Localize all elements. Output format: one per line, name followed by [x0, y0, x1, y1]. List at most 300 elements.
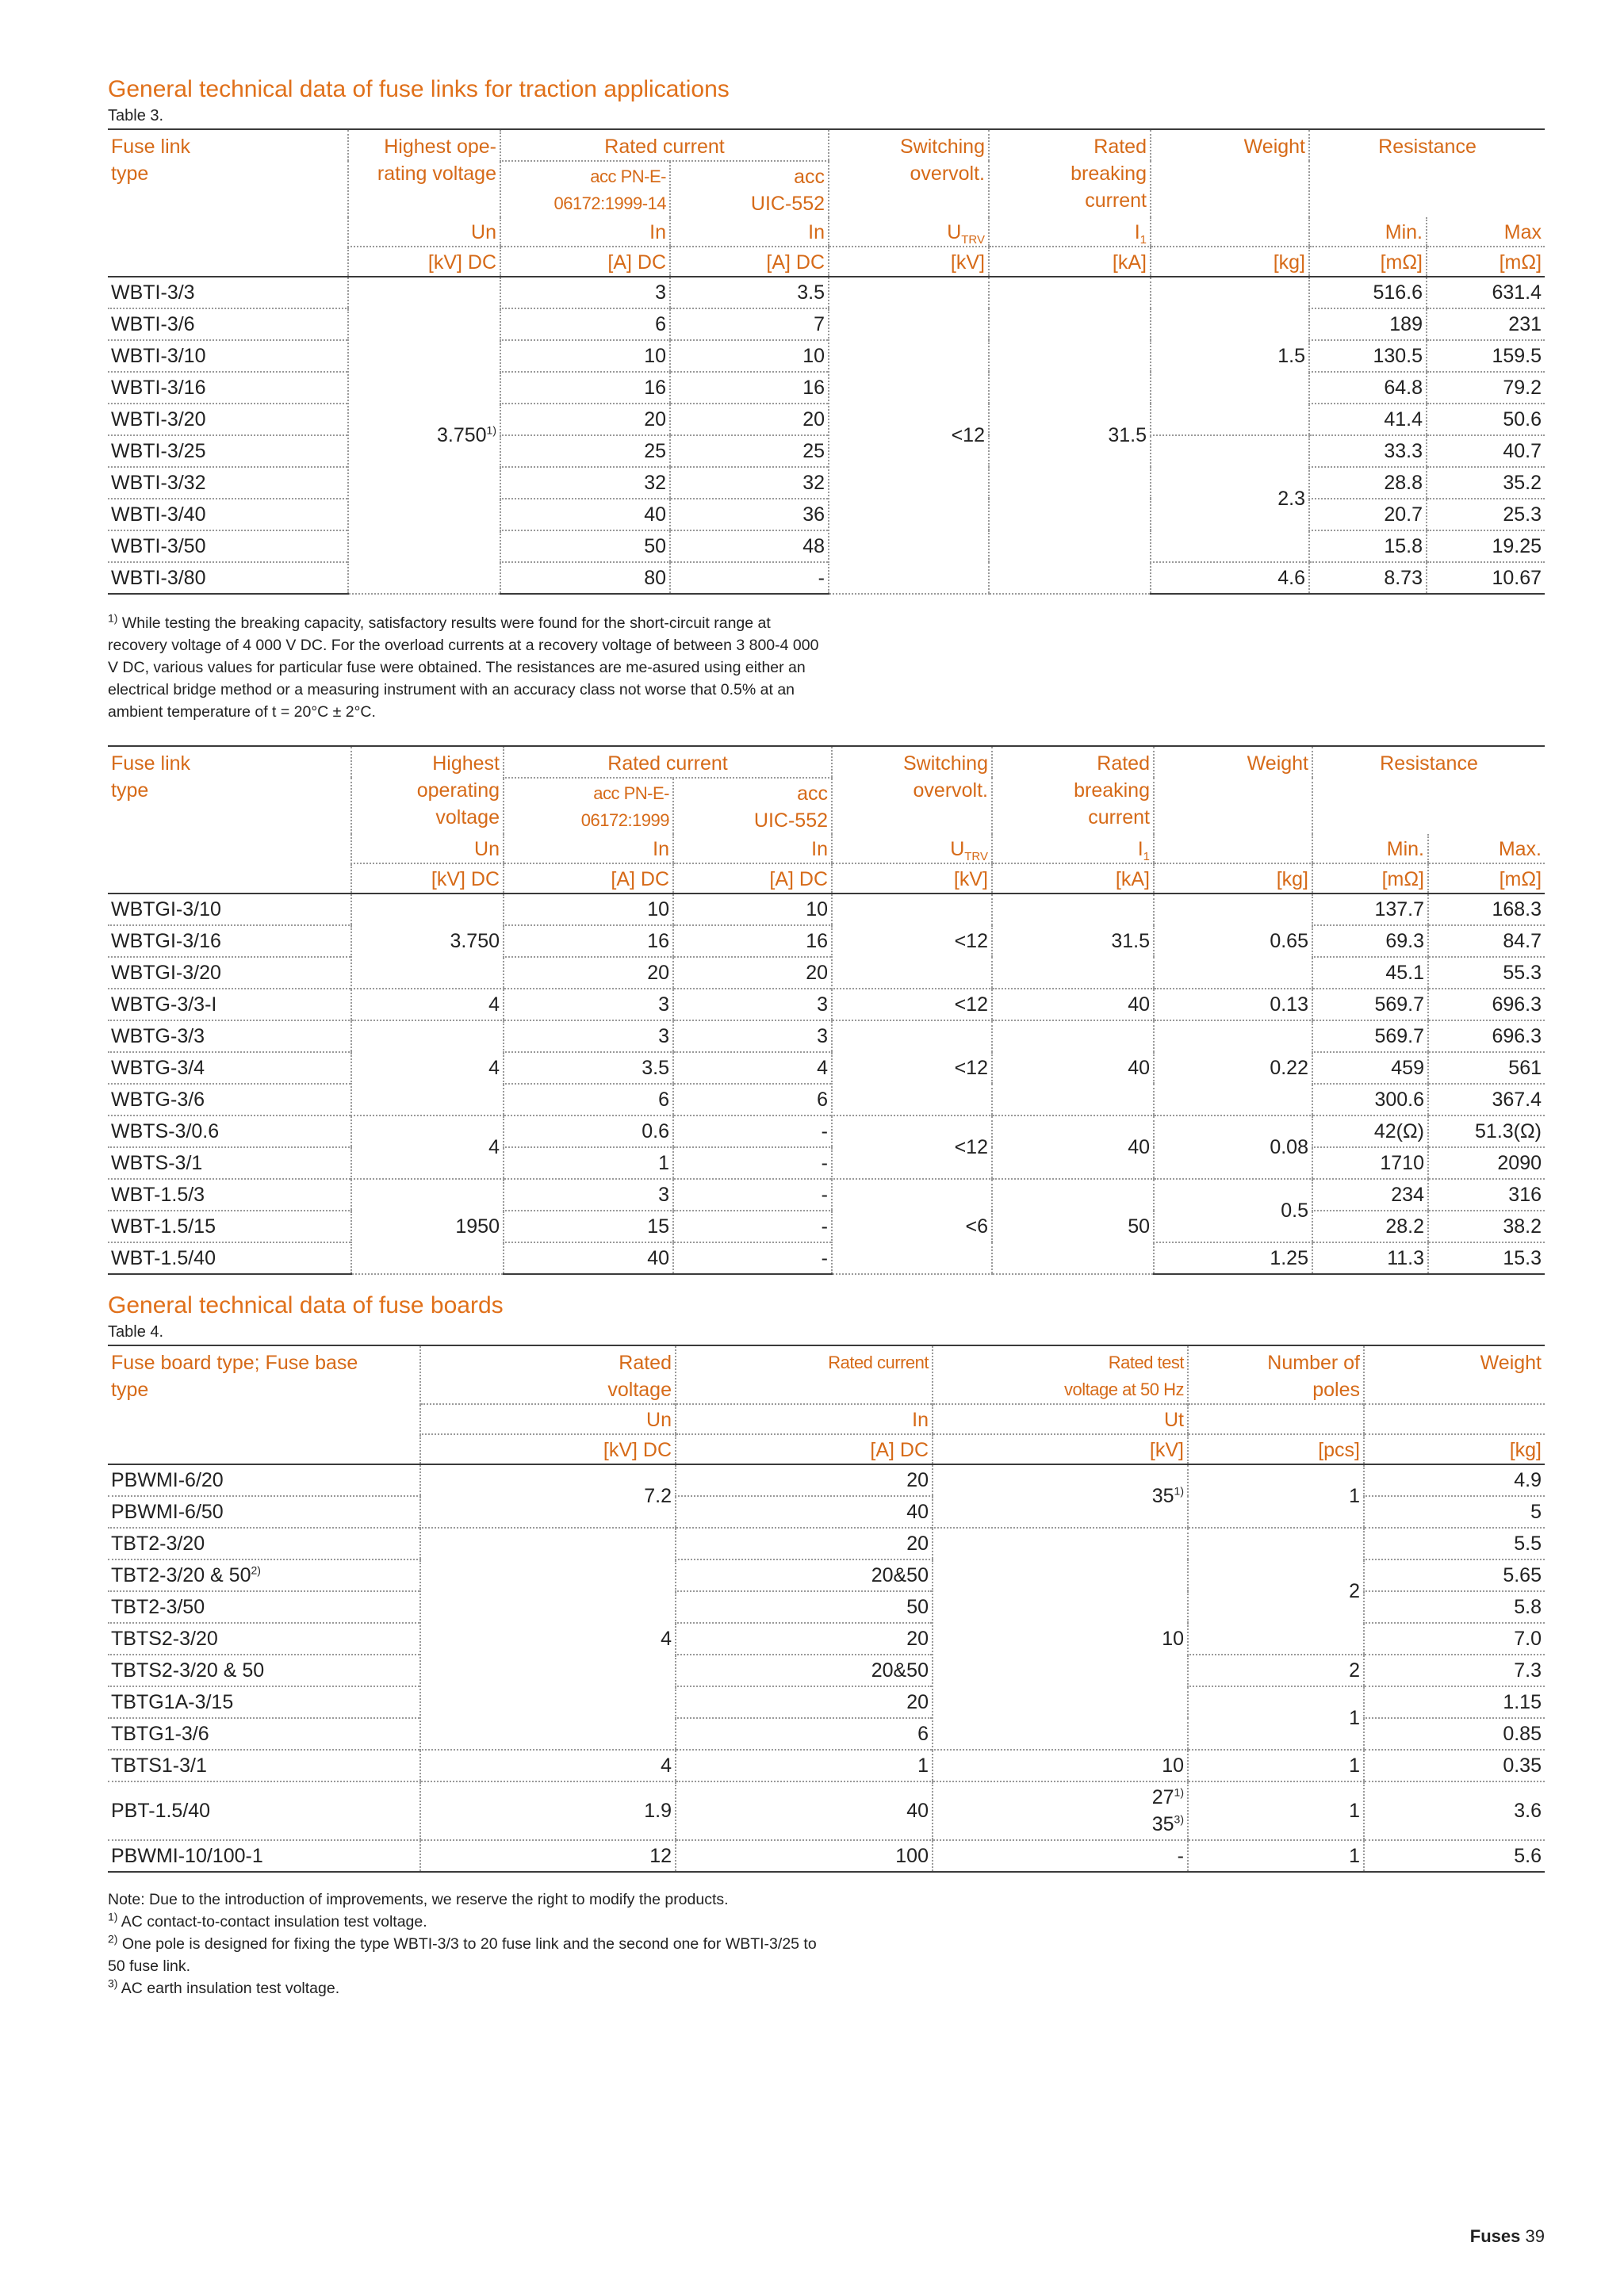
table-cell: 16 — [500, 372, 670, 404]
table-cell: 130.5 — [1309, 340, 1427, 372]
section-title-fuse-links: General technical data of fuse links for traction applications — [108, 76, 730, 102]
fuse-boards-table — [108, 1345, 1545, 1873]
table-cell: 569.7 — [1312, 1020, 1428, 1052]
table-cell: 7.3 — [1364, 1655, 1545, 1686]
table-row — [108, 1052, 1545, 1084]
table-cell: 51.3(Ω) — [1428, 1115, 1545, 1147]
table-cell: 28.8 — [1309, 467, 1427, 499]
symbol-empty — [1151, 217, 1309, 247]
weight-group: 4.6 — [1151, 562, 1309, 594]
unit-a: [A] DC — [670, 247, 829, 277]
header-cell — [1364, 1404, 1545, 1434]
symbol-in: In — [504, 834, 673, 863]
table-cell: 1 — [1188, 1464, 1364, 1528]
notes — [108, 1888, 822, 1999]
table-cell: 10 — [933, 1528, 1188, 1750]
table-cell: 0.65 — [1154, 894, 1312, 989]
table-cell: 31.5 — [992, 894, 1154, 989]
table-cell: 10 — [504, 894, 673, 925]
table-cell: 1710 — [1312, 1147, 1428, 1179]
table-cell: 300.6 — [1312, 1084, 1428, 1115]
page-number: 39 — [1525, 2226, 1545, 2246]
table-cell: - — [673, 1179, 832, 1211]
table-cell: WBT-1.5/15 — [108, 1211, 351, 1242]
table-cell: 137.7 — [1312, 894, 1428, 925]
table-cell: 569.7 — [1312, 989, 1428, 1020]
table-cell: 1 — [504, 1147, 673, 1179]
table-cell: - — [673, 1147, 832, 1179]
table-cell: 25.3 — [1427, 499, 1545, 530]
header-cell — [108, 1434, 420, 1464]
header-rated-current: Rated current — [500, 129, 829, 161]
table-cell: 3.750 — [351, 894, 504, 989]
table-cell: WBTI-3/16 — [108, 372, 348, 404]
table-cell: 6 — [504, 1084, 673, 1115]
table-cell: 459 — [1312, 1052, 1428, 1084]
table-cell: 5.8 — [1364, 1591, 1545, 1623]
table-cell: 80 — [500, 562, 670, 594]
footer-label: Fuses — [1469, 2226, 1521, 2246]
table-caption: Table 3. — [108, 107, 164, 124]
table-cell: WBTI-3/20 — [108, 404, 348, 435]
unit-pcs: [pcs] — [1188, 1434, 1364, 1464]
symbol-un: Un — [420, 1404, 676, 1434]
table-cell: TBTG1A-3/15 — [108, 1686, 420, 1718]
table-cell: 20 — [676, 1464, 933, 1496]
unit-kv: [kV] DC — [351, 863, 504, 894]
header-cell — [108, 1404, 420, 1434]
table-cell: 35$^{1)}$ — [933, 1464, 1188, 1528]
table-cell: 0.13 — [1154, 989, 1312, 1020]
table-cell: 0.08 — [1154, 1115, 1312, 1179]
header-rated-current: Rated current — [504, 746, 832, 778]
table-row — [108, 1115, 1545, 1147]
table-row — [108, 1750, 1545, 1781]
table-cell: 32 — [670, 467, 829, 499]
table-cell: 1.25 — [1154, 1242, 1312, 1274]
table-cell: 10 — [500, 340, 670, 372]
header-type: Fuse link type — [108, 129, 348, 217]
table-cell: 7 — [670, 308, 829, 340]
unit-kv: [kV] — [829, 247, 989, 277]
weight-group: 2.3 — [1151, 435, 1309, 562]
table-cell: 4 — [351, 1020, 504, 1115]
table-cell: 0.35 — [1364, 1750, 1545, 1781]
table-row — [108, 1781, 1545, 1840]
table-cell: 3.6 — [1364, 1781, 1545, 1840]
header-switching: Switching overvolt. — [829, 129, 989, 217]
table-cell: 4 — [420, 1750, 676, 1781]
symbol-in: In — [673, 834, 832, 863]
table-cell: WBT-1.5/40 — [108, 1242, 351, 1274]
table-cell: WBTG-3/4 — [108, 1052, 351, 1084]
table-cell: 40 — [992, 989, 1154, 1020]
table-row — [108, 1147, 1545, 1179]
table-cell: TBT2-3/20 & 50$^{2)}$ — [108, 1559, 420, 1591]
unit-kg: [kg] — [1364, 1434, 1545, 1464]
table-cell: 16 — [673, 925, 832, 957]
table-cell: WBTI-3/80 — [108, 562, 348, 594]
table-cell: WBTI-3/10 — [108, 340, 348, 372]
footnote-3: $^{3)}$ AC earth insulation test voltage. — [108, 1976, 340, 1997]
table-cell: TBTG1-3/6 — [108, 1718, 420, 1750]
unit-a: [A] DC — [504, 863, 673, 894]
table-cell: 100 — [676, 1840, 933, 1872]
table-cell: 45.1 — [1312, 957, 1428, 989]
table-cell: PBWMI-6/20 — [108, 1464, 420, 1496]
table-cell: 7.2 — [420, 1464, 676, 1528]
table-cell: TBT2-3/50 — [108, 1591, 420, 1623]
symbol-in: In — [670, 217, 829, 247]
table-cell: 3.5 — [670, 277, 829, 308]
header-breaking: Rated breaking current — [992, 746, 1154, 834]
symbol-min: Min. — [1312, 834, 1428, 863]
header-cell — [108, 217, 348, 247]
unit-a: [A] DC — [500, 247, 670, 277]
table-cell: - — [673, 1115, 832, 1147]
table-row — [108, 467, 1545, 499]
table-row — [108, 499, 1545, 530]
symbol-i1: $I_1$ — [989, 217, 1151, 247]
table-cell: WBTI-3/32 — [108, 467, 348, 499]
table-cell: 168.3 — [1428, 894, 1545, 925]
note-text: Note: Due to the introduction of improvements, we reserve the right to modify the products. — [108, 1891, 729, 1908]
table-row — [108, 1084, 1545, 1115]
table-caption: Table 4. — [108, 1323, 164, 1341]
fuse-links-table — [108, 128, 1545, 595]
table-cell: 234 — [1312, 1179, 1428, 1211]
table-cell: 79.2 — [1427, 372, 1545, 404]
table-cell: WBTI-3/50 — [108, 530, 348, 562]
table-cell: WBT-1.5/3 — [108, 1179, 351, 1211]
table-cell: 40 — [992, 1020, 1154, 1115]
table-cell: 3 — [673, 1020, 832, 1052]
table-cell: 20 — [670, 404, 829, 435]
table-cell: 20 — [504, 957, 673, 989]
unit-ka: [kA] — [992, 863, 1154, 894]
table-cell: 631.4 — [1427, 277, 1545, 308]
table-cell: 11.3 — [1312, 1242, 1428, 1274]
table-cell: 2 — [1188, 1528, 1364, 1655]
header-acc-pn: acc PN-E- 06172:1999 — [504, 778, 673, 834]
table-cell: 231 — [1427, 308, 1545, 340]
page — [108, 73, 1545, 1999]
header-weight: Weight — [1151, 129, 1309, 217]
header-voltage: Highest operating voltage — [351, 746, 504, 834]
unit-a: [A] DC — [676, 1434, 933, 1464]
table-row — [108, 530, 1545, 562]
unit-kv: [kV] — [933, 1434, 1188, 1464]
table-cell: 20 — [673, 957, 832, 989]
unit-kg: [kg] — [1154, 863, 1312, 894]
table-cell: WBTG-3/3-I — [108, 989, 351, 1020]
header-voltage: Rated voltage — [420, 1345, 676, 1404]
table-cell: WBTGI-3/16 — [108, 925, 351, 957]
table-cell: 6 — [500, 308, 670, 340]
table-row — [108, 989, 1545, 1020]
table-cell: 35.2 — [1427, 467, 1545, 499]
table-cell: 2090 — [1428, 1147, 1545, 1179]
table-cell: 10 — [670, 340, 829, 372]
symbol-i1: $I_1$ — [992, 834, 1154, 863]
table-cell: 1 — [1188, 1840, 1364, 1872]
table-cell: 1.15 — [1364, 1686, 1545, 1718]
table-row — [108, 1020, 1545, 1052]
table-cell: - — [673, 1242, 832, 1274]
table-cell: 4 — [673, 1052, 832, 1084]
table-cell: 40.7 — [1427, 435, 1545, 467]
symbol-min: Min. — [1309, 217, 1427, 247]
header-cell — [108, 834, 351, 863]
fuse-links-table-2 — [108, 745, 1545, 1275]
header-cell — [108, 863, 351, 894]
header-test-voltage: Rated test voltage at 50 Hz — [933, 1345, 1188, 1404]
unit-mohm: [mΩ] — [1427, 247, 1545, 277]
header-weight: Weight — [1364, 1345, 1545, 1404]
table-cell: 40 — [676, 1496, 933, 1528]
table-cell: 159.5 — [1427, 340, 1545, 372]
table-cell: 55.3 — [1428, 957, 1545, 989]
table-row — [108, 404, 1545, 435]
table-cell: 5 — [1364, 1496, 1545, 1528]
table-cell: 20 — [676, 1686, 933, 1718]
symbol-utrv: $U_{TRV}$ — [832, 834, 992, 863]
table-cell: 20 — [676, 1528, 933, 1559]
header-resistance: Resistance — [1309, 129, 1545, 217]
table-cell: 16 — [670, 372, 829, 404]
unit-mohm: [mΩ] — [1312, 863, 1428, 894]
table-cell: 50 — [992, 1179, 1154, 1274]
table-cell: 50 — [676, 1591, 933, 1623]
table-cell: 516.6 — [1309, 277, 1427, 308]
header-resistance: Resistance — [1312, 746, 1545, 834]
table-cell: WBTG-3/6 — [108, 1084, 351, 1115]
symbol-un: Un — [348, 217, 500, 247]
table-cell: 15.3 — [1428, 1242, 1545, 1274]
unit-kg: [kg] — [1151, 247, 1309, 277]
symbol-ut: Ut — [933, 1404, 1188, 1434]
table-cell: 25 — [670, 435, 829, 467]
table-cell: 7.0 — [1364, 1623, 1545, 1655]
table-row — [108, 1655, 1545, 1686]
table-cell: 69.3 — [1312, 925, 1428, 957]
table-cell: 38.2 — [1428, 1211, 1545, 1242]
table-cell: 48 — [670, 530, 829, 562]
table-cell: <12 — [832, 1115, 992, 1179]
table-cell: 316 — [1428, 1179, 1545, 1211]
table-cell: 20&50 — [676, 1655, 933, 1686]
table-cell: 15.8 — [1309, 530, 1427, 562]
table-cell: 0.6 — [504, 1115, 673, 1147]
unit-a: [A] DC — [673, 863, 832, 894]
table-cell: 5.6 — [1364, 1840, 1545, 1872]
table-cell: 50 — [500, 530, 670, 562]
merged-voltage: 3.750$^{1)}$ — [348, 277, 500, 594]
table-cell: 4 — [351, 1115, 504, 1179]
table-cell: 3 — [673, 989, 832, 1020]
header-type: Fuse link type — [108, 746, 351, 834]
table-cell: TBTS1-3/1 — [108, 1750, 420, 1781]
unit-kv: [kV] DC — [420, 1434, 676, 1464]
table-cell: 4 — [420, 1528, 676, 1750]
table-cell: 33.3 — [1309, 435, 1427, 467]
table-cell: 15 — [504, 1211, 673, 1242]
merged-switching: <12 — [829, 277, 989, 594]
table-cell: 561 — [1428, 1052, 1545, 1084]
header-acc-uic: acc UIC-552 — [670, 161, 829, 217]
table-cell: 19.25 — [1427, 530, 1545, 562]
unit-ka: [kA] — [989, 247, 1151, 277]
weight-group: 1.5 — [1151, 277, 1309, 435]
table-row — [108, 925, 1545, 957]
table-row — [108, 340, 1545, 372]
table-cell: 40 — [500, 499, 670, 530]
page-footer — [1470, 2226, 1545, 2247]
table-cell: WBTS-3/1 — [108, 1147, 351, 1179]
table-cell: 3.5 — [504, 1052, 673, 1084]
header-breaking: Rated breaking current — [989, 129, 1151, 217]
footnote-1: $^{1)}$ AC contact-to-contact insulation test voltage. — [108, 1910, 427, 1931]
table-cell: 4 — [351, 989, 504, 1020]
table-cell: 40 — [676, 1781, 933, 1840]
table-cell: 1 — [1188, 1750, 1364, 1781]
unit-mohm: [mΩ] — [1428, 863, 1545, 894]
symbol-utrv: $U_{TRV}$ — [829, 217, 989, 247]
table-cell: WBTGI-3/20 — [108, 957, 351, 989]
table-cell: 41.4 — [1309, 404, 1427, 435]
table-cell: 16 — [504, 925, 673, 957]
table-cell: 36 — [670, 499, 829, 530]
table-row — [108, 1211, 1545, 1242]
table-cell: WBTI-3/6 — [108, 308, 348, 340]
table-cell: 10 — [673, 894, 832, 925]
table-cell: 5.5 — [1364, 1528, 1545, 1559]
table-cell: 3 — [504, 1179, 673, 1211]
table-cell: 12 — [420, 1840, 676, 1872]
table-row — [108, 957, 1545, 989]
symbol-max: Max — [1427, 217, 1545, 247]
header-cell — [1188, 1404, 1364, 1434]
symbol-un: Un — [351, 834, 504, 863]
table-cell: - — [670, 562, 829, 594]
table-cell: PBWMI-10/100-1 — [108, 1840, 420, 1872]
table-cell: <12 — [832, 1020, 992, 1115]
table-cell: 6 — [673, 1084, 832, 1115]
table-cell: 1 — [1188, 1686, 1364, 1750]
table-cell: 0.5 — [1154, 1179, 1312, 1242]
table-cell: 20 — [500, 404, 670, 435]
header-acc-pn: acc PN-E- 06172:1999-14 — [500, 161, 670, 217]
header-poles: Number of poles — [1188, 1345, 1364, 1404]
table-cell: WBTI-3/40 — [108, 499, 348, 530]
table-row — [108, 1686, 1545, 1718]
table-cell: WBTI-3/3 — [108, 277, 348, 308]
table-cell: 32 — [500, 467, 670, 499]
table-row — [108, 1528, 1545, 1559]
table-cell: 20.7 — [1309, 499, 1427, 530]
header-weight: Weight — [1154, 746, 1312, 834]
table-cell: 1.9 — [420, 1781, 676, 1840]
table-cell: 50.6 — [1427, 404, 1545, 435]
table-cell: 696.3 — [1428, 1020, 1545, 1052]
table-cell: 0.85 — [1364, 1718, 1545, 1750]
header-cell — [108, 247, 348, 277]
table-cell: 3 — [504, 1020, 673, 1052]
table-cell: <12 — [832, 894, 992, 989]
table-cell: 0.22 — [1154, 1020, 1312, 1115]
table-cell: 40 — [992, 1115, 1154, 1179]
table-cell: WBTS-3/0.6 — [108, 1115, 351, 1147]
table-row — [108, 372, 1545, 404]
table-cell: 20 — [676, 1623, 933, 1655]
header-type: Fuse board type; Fuse base type — [108, 1345, 420, 1404]
section-title-fuse-boards: General technical data of fuse boards — [108, 1292, 504, 1318]
table-row — [108, 277, 1545, 308]
table-row — [108, 562, 1545, 594]
table-cell: 1 — [1188, 1781, 1364, 1840]
table-cell: 27$^{1)}$ 35$^{3)}$ — [933, 1781, 1188, 1840]
table-cell: 367.4 — [1428, 1084, 1545, 1115]
table-cell: 2 — [1188, 1655, 1364, 1686]
table-row — [108, 1242, 1545, 1274]
table-cell: 84.7 — [1428, 925, 1545, 957]
table-cell: - — [933, 1840, 1188, 1872]
table-cell: 8.73 — [1309, 562, 1427, 594]
table-row — [108, 1179, 1545, 1211]
table-cell: 696.3 — [1428, 989, 1545, 1020]
symbol-max: Max. — [1428, 834, 1545, 863]
table-cell: 1950 — [351, 1179, 504, 1274]
table-cell: WBTI-3/25 — [108, 435, 348, 467]
header-voltage: Highest ope- rating voltage — [348, 129, 500, 217]
table-row — [108, 1464, 1545, 1496]
header-acc-uic: acc UIC-552 — [673, 778, 832, 834]
table-cell: 5.65 — [1364, 1559, 1545, 1591]
table-cell: 1 — [676, 1750, 933, 1781]
table-cell: PBWMI-6/50 — [108, 1496, 420, 1528]
footnote-breaking-capacity: $^{1)}$ While testing the breaking capacity, satisfactory results were found for the short-circuit range at recovery voltage of 4 000 V DC. For the overload currents at a recovery voltage of between 3 800-4 000 V DC, various values for particular fuse were obtained. The resistances are me-asured using either an electrical bridge method or a measuring instrument with an accuracy class not worse that 0.5% at an ambient temperature of t = 20°C ± 2°C. — [108, 611, 819, 721]
merged-breaking: 31.5 — [989, 277, 1151, 594]
table-row — [108, 894, 1545, 925]
table-cell: 4.9 — [1364, 1464, 1545, 1496]
table-cell: 10 — [933, 1750, 1188, 1781]
table-cell: <6 — [832, 1179, 992, 1274]
table-cell: 20&50 — [676, 1559, 933, 1591]
table-cell: WBTGI-3/10 — [108, 894, 351, 925]
header-rated-current: Rated current — [676, 1345, 933, 1404]
table-cell: TBT2-3/20 — [108, 1528, 420, 1559]
symbol-in: In — [676, 1404, 933, 1434]
table-cell: 25 — [500, 435, 670, 467]
table-cell: 64.8 — [1309, 372, 1427, 404]
table-cell: 42(Ω) — [1312, 1115, 1428, 1147]
symbol-in: In — [500, 217, 670, 247]
table-row — [108, 1840, 1545, 1872]
table-cell: PBT-1.5/40 — [108, 1781, 420, 1840]
table-cell: TBTS2-3/20 — [108, 1623, 420, 1655]
table-cell: 3 — [504, 989, 673, 1020]
header-switching: Switching overvolt. — [832, 746, 992, 834]
table-cell: 28.2 — [1312, 1211, 1428, 1242]
table-cell: <12 — [832, 989, 992, 1020]
table-cell: 3 — [500, 277, 670, 308]
footnote-2: $^{2)}$ One pole is designed for fixing the type WBTI-3/3 to 20 fuse link and the second one for WBTI-3/25 to 50 fuse link. — [108, 1932, 817, 1975]
table-cell: 40 — [504, 1242, 673, 1274]
table-cell: 10.67 — [1427, 562, 1545, 594]
table-cell: - — [673, 1211, 832, 1242]
table-cell: TBTS2-3/20 & 50 — [108, 1655, 420, 1686]
unit-mohm: [mΩ] — [1309, 247, 1427, 277]
